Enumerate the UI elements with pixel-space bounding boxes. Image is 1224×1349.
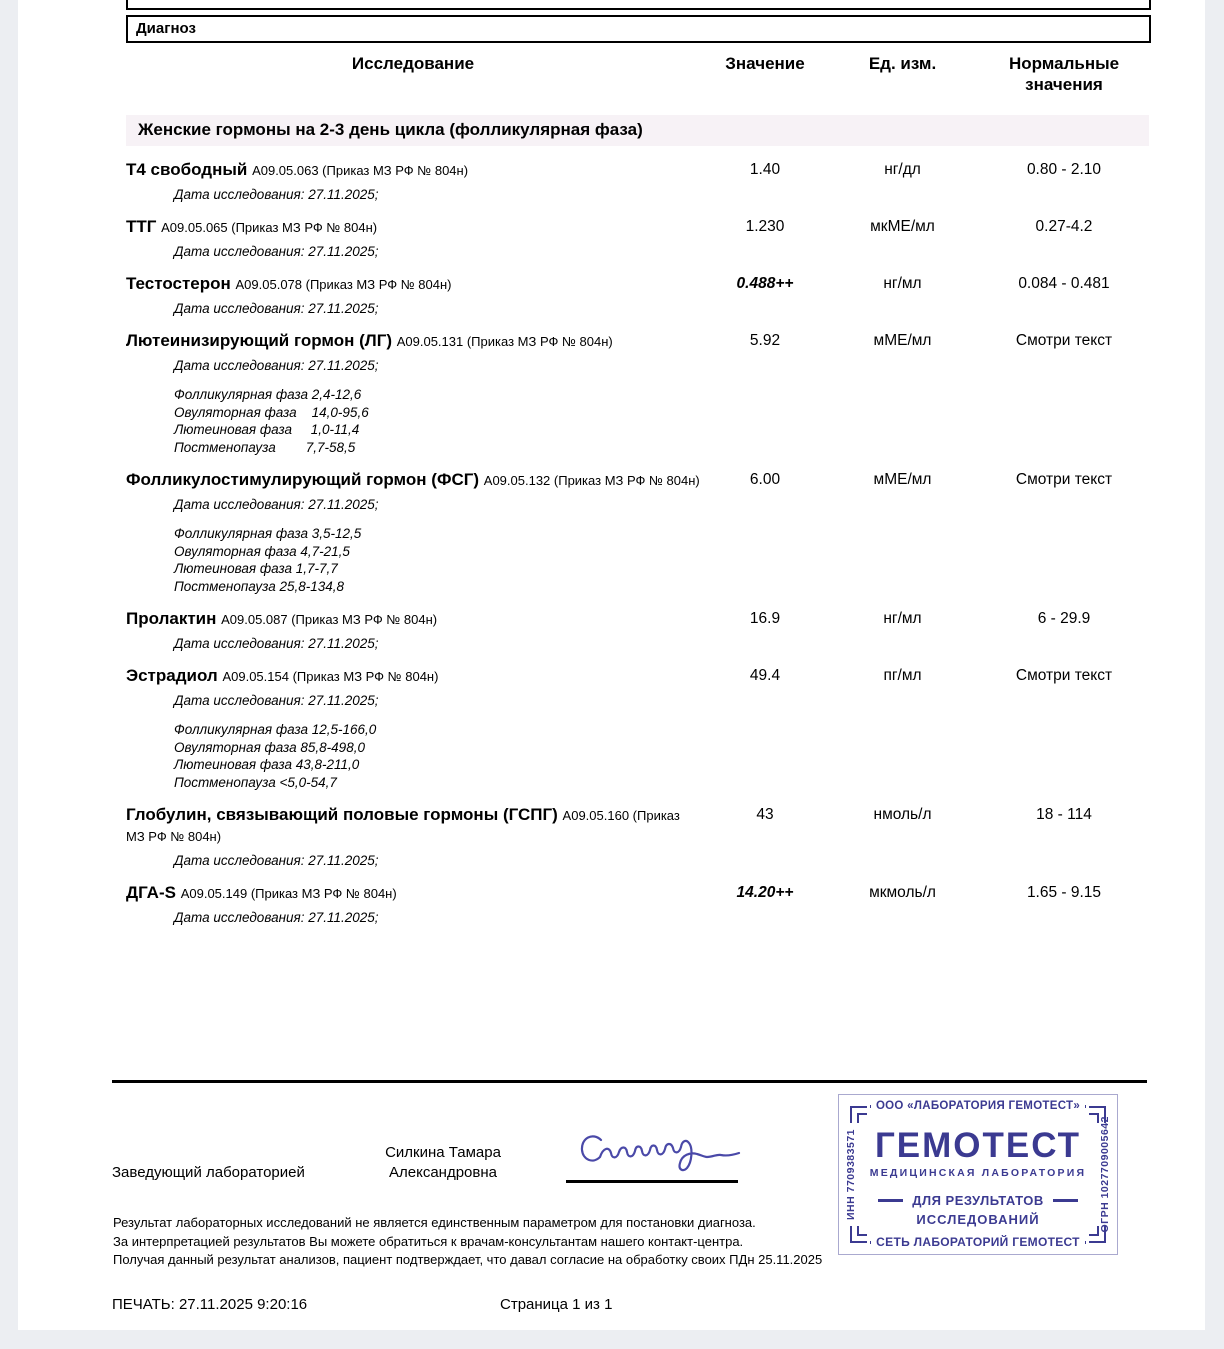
test-code: А09.05.087 (Приказ МЗ РФ № 804н): [221, 612, 438, 627]
test-name: ТТГ: [126, 217, 157, 236]
disclaimer-line: За интерпретацией результатов Вы можете обратиться к врачам-консультантам нашего контакт-центра.: [113, 1233, 744, 1249]
stamp-dash: [878, 1199, 903, 1202]
report-content: [126, 0, 1153, 926]
stamp-corner: [857, 1113, 867, 1123]
stamp-subtitle: МЕДИЦИНСКАЯ ЛАБОРАТОРИЯ: [869, 1167, 1087, 1179]
phase-line: Постменопауза <5,0-54,7: [174, 774, 337, 790]
test-code: А09.05.132 (Приказ МЗ РФ № 804н): [483, 473, 700, 488]
column-header-units: Ед. изм.: [868, 54, 937, 73]
test-value: 43: [756, 806, 774, 823]
table-row: [126, 609, 1153, 630]
disclaimer-line: Результат лабораторных исследований не является единственным параметром для постановки диагноза.: [113, 1215, 756, 1230]
test-normal-range: Смотри текст: [1015, 471, 1113, 488]
stamp-rule: [870, 1241, 871, 1244]
results-table-body: [126, 160, 1153, 926]
disclaimer: [113, 1214, 822, 1270]
test-name-cell: [126, 805, 700, 847]
test-name-cell: [126, 160, 700, 181]
phase-line: Постменопауза 25,8-134,8: [174, 578, 345, 594]
section-title: Женские гормоны на 2-3 день цикла (фолликулярная фаза): [138, 120, 643, 139]
test-date: Дата исследования: 27.11.2025;: [174, 910, 379, 925]
test-name: Лютеинизирующий гормон (ЛГ): [126, 331, 392, 350]
stamp-rule: [1085, 1105, 1086, 1108]
test-date: Дата исследования: 27.11.2025;: [174, 636, 379, 651]
test-units: пг/мл: [883, 667, 922, 684]
stamp-rule: [870, 1105, 871, 1108]
stamp-company-name: ООО «ЛАБОРАТОРИЯ ГЕМОТЕСТ»: [875, 1100, 1081, 1112]
test-date: Дата исследования: 27.11.2025;: [174, 301, 379, 316]
test-units: нг/мл: [883, 610, 922, 627]
stamp-dash: [1053, 1199, 1078, 1202]
reference-phases: [174, 386, 1153, 456]
table-header: [126, 53, 1153, 95]
stamp-brand: ГЕМОТЕСТ: [874, 1126, 1082, 1165]
test-name: Тестостерон: [126, 274, 231, 293]
test-block: [126, 666, 1153, 791]
test-name-cell: [126, 666, 700, 687]
section-header: [126, 115, 1149, 146]
test-date: Дата исследования: 27.11.2025;: [174, 187, 379, 202]
test-normal-range: Смотри текст: [1015, 332, 1113, 349]
table-row: [126, 217, 1153, 238]
phase-line: Лютеиновая фаза 1,0-11,4: [174, 422, 360, 437]
test-code: А09.05.131 (Приказ МЗ РФ № 804н): [396, 334, 613, 349]
signature-underline: [566, 1180, 738, 1183]
test-units: мМЕ/мл: [873, 332, 932, 349]
test-name: Глобулин, связывающий половые гормоны (ГСПГ): [126, 805, 558, 824]
test-name: Т4 свободный: [126, 160, 248, 179]
test-value: 49.4: [749, 667, 781, 684]
test-normal-range: Смотри текст: [1015, 667, 1113, 684]
test-name-cell: [126, 609, 700, 630]
test-name: Пролактин: [126, 609, 217, 628]
test-normal-range: 0.084 - 0.481: [1018, 275, 1110, 292]
test-value: 16.9: [749, 610, 781, 627]
test-units: мкмоль/л: [869, 884, 936, 901]
test-normal-range: 0.27-4.2: [1035, 218, 1093, 235]
column-header-normal: Нормальные значения: [1008, 54, 1120, 94]
test-value: 6.00: [749, 471, 781, 488]
phase-line: Лютеиновая фаза 1,7-7,7: [174, 561, 338, 576]
signature-stroke: [563, 1128, 753, 1178]
column-header-value: Значение: [725, 54, 805, 73]
test-block: [126, 160, 1153, 203]
test-block: [126, 805, 1153, 869]
lab-stamp: [838, 1094, 1118, 1255]
test-date: Дата исследования: 27.11.2025;: [174, 497, 379, 512]
test-name: Фолликулостимулирующий гормон (ФСГ): [126, 470, 480, 489]
phase-line: Фолликулярная фаза 3,5-12,5: [174, 526, 362, 541]
phase-line: Фолликулярная фаза 2,4-12,6: [174, 387, 362, 402]
signer-name-line2: Александровна: [389, 1164, 497, 1181]
reference-phases: [174, 525, 1153, 595]
test-name-cell: [126, 274, 700, 295]
truncated-top-box: [126, 0, 1151, 10]
phase-line: Овуляторная фаза 14,0-95,6: [174, 404, 369, 420]
test-units: нг/мл: [883, 275, 922, 292]
table-row: [126, 331, 1153, 352]
lab-report-page: [18, 0, 1205, 1330]
column-header-test: Исследование: [351, 54, 475, 73]
test-name-cell: [126, 883, 700, 904]
test-code: А09.05.063 (Приказ МЗ РФ № 804н): [252, 163, 469, 178]
test-block: [126, 331, 1153, 456]
table-row: [126, 160, 1153, 181]
table-row: [126, 666, 1153, 687]
table-row: [126, 883, 1153, 904]
diagnosis-label: Диагноз: [136, 20, 196, 37]
test-units: мкМЕ/мл: [870, 218, 935, 235]
stamp-rule: [1085, 1241, 1086, 1244]
phase-line: Фолликулярная фаза 12,5-166,0: [174, 722, 377, 737]
phase-line: Лютеиновая фаза 43,8-211,0: [174, 757, 360, 772]
test-normal-range: 6 - 29.9: [1037, 610, 1091, 627]
signer-name-line1: Силкина Тамара: [385, 1144, 501, 1161]
test-name: ДГА-S: [126, 883, 176, 902]
test-value: 1.230: [745, 218, 785, 235]
test-units: нг/дл: [884, 161, 921, 178]
test-value: 5.92: [749, 332, 781, 349]
reference-phases: [174, 721, 1153, 791]
stamp-inn: ИНН 7709383571: [845, 1128, 857, 1221]
test-value: 1.40: [749, 161, 781, 178]
test-date: Дата исследования: 27.11.2025;: [174, 358, 379, 373]
signature: [563, 1128, 753, 1178]
signer-name: [328, 1143, 558, 1183]
page-number: Страница 1 из 1: [500, 1296, 613, 1313]
test-block: [126, 274, 1153, 317]
test-name-cell: [126, 470, 700, 491]
phase-line: Постменопауза 7,7-58,5: [174, 439, 356, 455]
test-block: [126, 609, 1153, 652]
test-code: А09.05.154 (Приказ МЗ РФ № 804н): [222, 669, 439, 684]
stamp-company-line: [865, 1100, 1091, 1112]
test-code: А09.05.065 (Приказ МЗ РФ № 804н): [161, 220, 378, 235]
test-date: Дата исследования: 27.11.2025;: [174, 693, 379, 708]
test-value: 0.488++: [736, 275, 794, 292]
test-date: Дата исследования: 27.11.2025;: [174, 853, 379, 868]
diagnosis-box: [126, 15, 1151, 43]
signer-role-label: Заведующий лабораторией: [112, 1164, 305, 1181]
stamp-purpose-line1: ДЛЯ РЕЗУЛЬТАТОВ: [869, 1193, 1087, 1208]
phase-line: Овуляторная фаза 85,8-498,0: [174, 739, 365, 755]
table-row: [126, 274, 1153, 295]
print-timestamp: ПЕЧАТЬ: 27.11.2025 9:20:16: [112, 1296, 308, 1313]
test-normal-range: 18 - 114: [1036, 806, 1092, 823]
stamp-ogrn: ОГРН 1027709005642: [1099, 1116, 1111, 1233]
table-row: [126, 805, 1153, 847]
test-block: [126, 883, 1153, 926]
test-value: 14.20++: [736, 884, 794, 901]
table-row: [126, 470, 1153, 491]
stamp-corner: [1089, 1113, 1099, 1123]
stamp-network-line: [865, 1235, 1091, 1249]
phase-line: Овуляторная фаза 4,7-21,5: [174, 543, 350, 559]
test-name-cell: [126, 331, 700, 352]
test-code: А09.05.149 (Приказ МЗ РФ № 804н): [180, 886, 397, 901]
footer-divider: [112, 1080, 1147, 1083]
test-name-cell: [126, 217, 700, 238]
test-block: [126, 470, 1153, 595]
test-block: [126, 217, 1153, 260]
test-units: мМЕ/мл: [873, 471, 932, 488]
stamp-network-name: СЕТЬ ЛАБОРАТОРИЙ ГЕМОТЕСТ: [876, 1235, 1080, 1249]
test-code: А09.05.160 (Приказ МЗ РФ № 804н): [126, 808, 680, 844]
test-code: А09.05.078 (Приказ МЗ РФ № 804н): [235, 277, 452, 292]
stamp-purpose-line2: ИССЛЕДОВАНИЙ: [916, 1212, 1040, 1227]
test-name: Эстрадиол: [126, 666, 218, 685]
test-date: Дата исследования: 27.11.2025;: [174, 244, 379, 259]
test-units: нмоль/л: [873, 806, 932, 823]
test-normal-range: 1.65 - 9.15: [1026, 884, 1102, 901]
disclaimer-line: Получая данный результат анализов, пациент подтверждает, что давал согласие на обработку своих ПДн 25.11.2025: [113, 1252, 823, 1267]
test-normal-range: 0.80 - 2.10: [1026, 161, 1102, 178]
